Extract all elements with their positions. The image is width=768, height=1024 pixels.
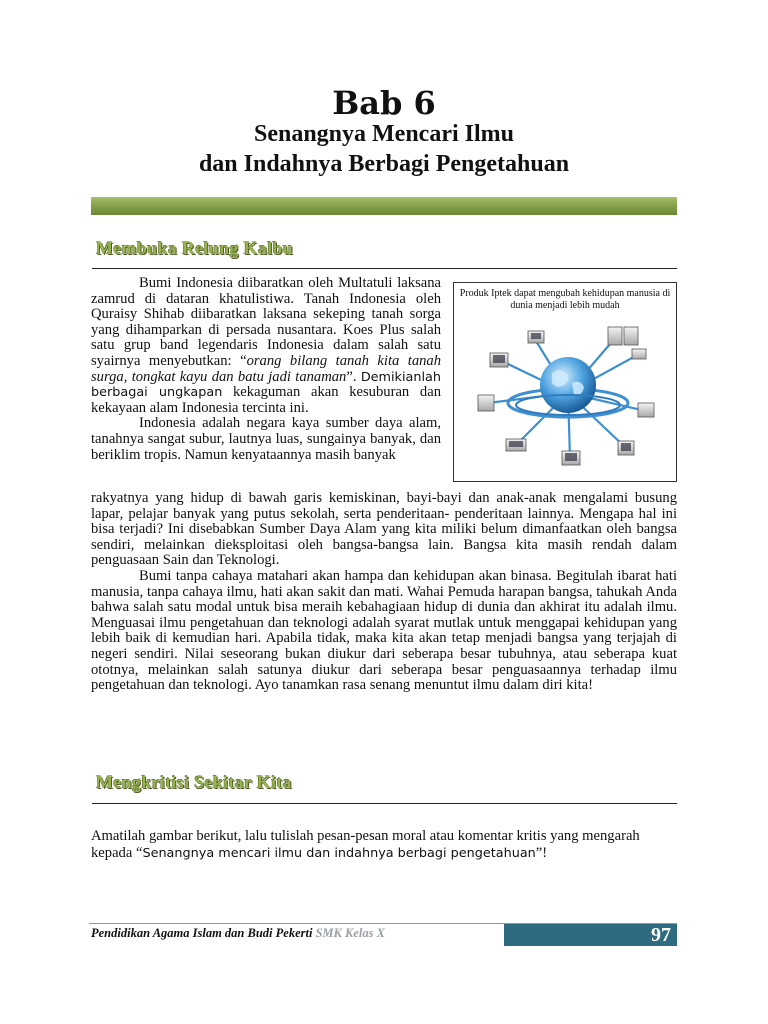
footer-book-title (91, 926, 385, 941)
paragraph-1-text: Bumi Indonesia diibaratkan oleh Multatuli laksana zamrud di dataran khatulistiwa. Tanah Indonesia oleh Quraisy Shihab diibaratkan laksana sekeping tanah sorga yang dihamparkan di persada nusantara. Koes Plus salah satu grup band legendaris Indonesia dalam salah satu syairnya menyebutkan: “ (91, 275, 441, 369)
instruction-theme: Senangnya mencari ilmu dan indahnya berbagi pengetahuan (142, 846, 536, 861)
section-rule (92, 268, 677, 269)
paragraph-1-end: kekaguman akan kesuburan dan kekayaan alam Indonesia tercinta ini. (91, 384, 441, 416)
wide-text-column (91, 491, 677, 694)
green-header-bar (91, 197, 677, 215)
section-rule (92, 803, 677, 804)
paragraph-2-start: Indonesia adalah negara kaya sumber daya alam, tanahnya sangat subur, lautnya luas, sungainya banyak, dan beriklim tropis. Namun kenyataannya masih banyak (91, 415, 441, 463)
narrow-text-column (91, 276, 441, 463)
chapter-title: Bab 6 (332, 84, 436, 122)
song-quote: orang bilang tanah kita tanah surga, tongkat kayu dan batu jadi tanaman (91, 352, 442, 385)
instruction-text (91, 828, 677, 862)
section-heading-membuka: Membuka Relung Kalbu (96, 238, 294, 258)
instruction-text-start: Amatilah gambar berikut, lalu tulislah pesan-pesan moral atau komentar kritis yang mengarah kepada “ (91, 828, 640, 861)
paragraph-1 (91, 276, 441, 416)
paragraph-1-phrase: Demikianlah berbagai ungkapan (91, 369, 441, 401)
page-number: 97 (651, 924, 671, 946)
chapter-subtitle-line1: Senangnya Mencari Ilmu (253, 121, 514, 147)
paragraph-3: Bumi tanpa cahaya matahari akan hampa dan kehidupan akan binasa. Begitulah ibarat hati manusia, tanpa cahaya ilmu, hati akan sakit dan mati. Wahai Pemuda harapan bangsa, tahukah Anda bahwa salah satu modal untuk bisa meraih kebahagiaan hidup di dunia dan akhirat itu adalah ilmu. Menguasai ilmu pengetahuan dan teknologi adalah syarat mutlak untuk menggapai kehidupan yang lebih baik di kemudian hari. Apabila tidak, maka kita akan tetap menjadi bangsa yang terjajah di negeri sendiri. Nilai seseorang bukan diukur dari seberapa besar tubuhnya, atau seberapa kuat ototnya, melainkan salah satunya diukur dari seberapa besar penguasaannya terhadap ilmu pengetahuan dan teknologi. Ayo tanamkan rasa senang menuntut ilmu dalam diri kita! (91, 567, 677, 694)
book-title: Pendidikan Agama Islam dan Budi Pekerti (91, 926, 313, 940)
quote-close: ”. (346, 368, 361, 385)
figure-caption: Produk Iptek dapat mengubah kehidupan manusia di dunia menjadi lebih mudah (459, 288, 671, 311)
paragraph-2-continued: rakyatnya yang hidup di bawah garis kemiskinan, bayi-bayi dan anak-anak mengalami busung lapar, pelajar banyak yang putus sekolah, serta penderitaan- penderitaan lainnya. Mengapa hal ini bisa terjadi? Ini disebabkan Sumber Daya Alam yang kita miliki belum dimanfaatkan oleh bangsa sendiri, melainkan dieksploitasi oleh bangsa-bangsa lain. Bangsa kita masih rendah dalam penguasaan Sain dan Teknologi. (91, 490, 677, 569)
instruction-text-end: ”! (535, 845, 548, 861)
chapter-subtitle-line2: dan Indahnya Berbagi Pengetahuan (198, 151, 570, 177)
section-heading-mengkritisi: Mengkritisi Sekitar Kita (96, 772, 292, 792)
grade-label: SMK Kelas X (315, 926, 385, 940)
network-globe-icon (476, 323, 656, 473)
figure-box (453, 282, 677, 482)
page-number-box (504, 924, 677, 946)
